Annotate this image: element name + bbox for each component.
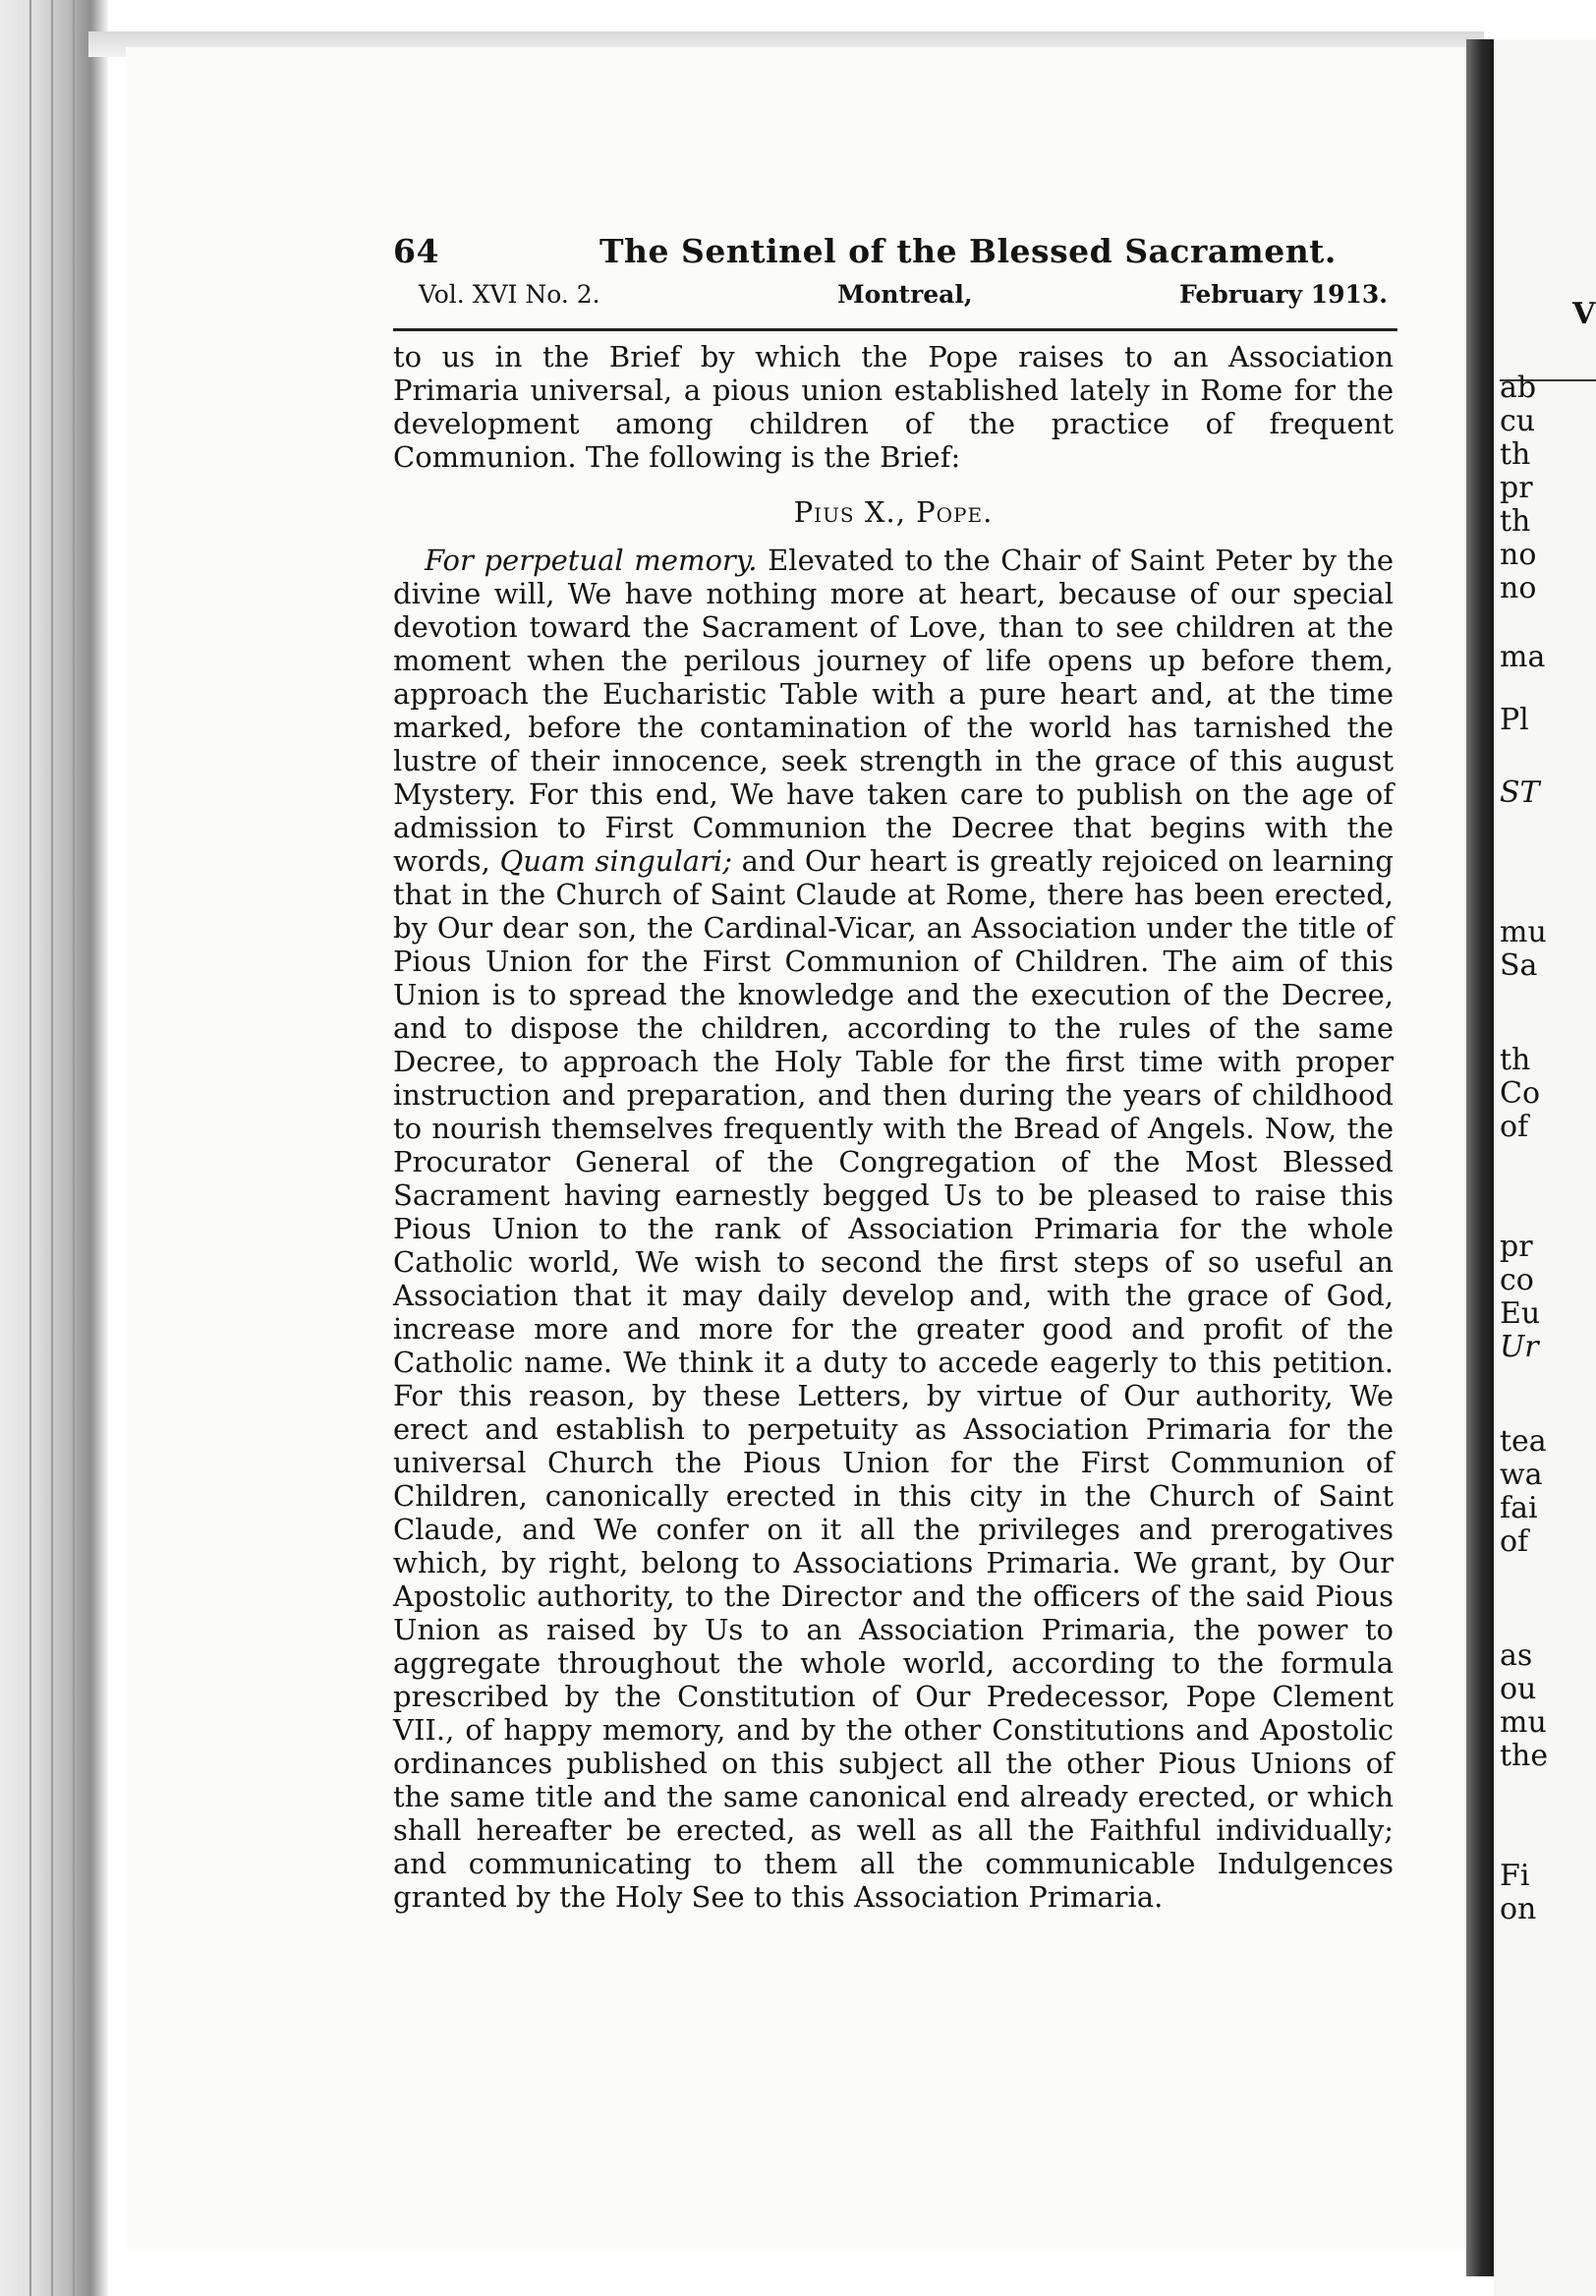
- decree-title: Quam singulari;: [499, 844, 732, 878]
- facing-page-line-fragment: Eu: [1500, 1296, 1541, 1331]
- facing-page-line-fragment: Ur: [1500, 1330, 1539, 1364]
- facing-page-line-fragment: Pl: [1500, 703, 1529, 737]
- article-body: [393, 340, 1394, 1914]
- facing-page-line-fragment: no: [1500, 538, 1537, 572]
- brief-paragraph: [393, 544, 1394, 1914]
- facing-page-line-fragment: ou: [1500, 1672, 1537, 1706]
- publication-place: Montreal,: [837, 280, 973, 309]
- facing-page-line-fragment: pr: [1500, 471, 1533, 505]
- book-gutter: [1466, 39, 1494, 2276]
- brief-text-part-2: and Our heart is greatly rejoiced on learning that in the Church of Saint Claude at Rome, there has been erected, by Our dear son, the Cardinal-Vicar, an Association under the title of Pious Union for the First Communion of Children. The aim of this Union is to spread the knowledge and the execution of the Decree, and to dispose the children, according to the rules of the same Decree, to approach the Holy Table for the first time with proper instruction and preparation, and then during the years of childhood to nourish themselves frequently with the Bread of Angels. Now, the Procurator General of the Congregation of the Most Blessed Sacrament having earnestly begged Us to be pleased to raise this Pious Union to the rank of Association Primaria for the whole Catholic world, We wish to second the first steps of so useful an Association that it may daily develop and, with the grace of God, increase more and more for the greater good and profit of the Catholic name. We think it a duty to accede eagerly to this petition. For this reason, by these Letters, by virtue of Our authority, We erect and establish to perpetuity as Association Primaria for the universal Church the Pious Union for the First Communion of Children, canonically erected in this city in the Church of Saint Claude, and We confer on it all the privileges and prerogatives which, by right, belong to Associations Primaria. We grant, by Our Apostolic authority, to the Director and the officers of the said Pious Union as raised by Us to an Association Primaria, the power to aggregate throughout the whole world, according to the formula prescribed by the Constitution of Our Predecessor, Pope Clement VII., of happy memory, and by the other Constitutions and Apostolic ordinances published on this subject all the other Pious Unions of the same title and the same canonical end already erected, or which shall hereafter be erected, as well as all the Faithful individually; and communicating to them all the communicable Indulgences granted by the Holy See to this Association Primaria.: [393, 844, 1394, 1914]
- facing-page-line-fragment: on: [1500, 1892, 1537, 1926]
- brief-opening-phrase: For perpetual memory.: [425, 544, 758, 577]
- page-edge-line: [73, 0, 75, 2296]
- facing-page-line-fragment: tea: [1500, 1424, 1547, 1459]
- facing-page-line-fragment: as: [1500, 1638, 1533, 1673]
- header-rule: [393, 328, 1397, 331]
- facing-page-line-fragment: no: [1500, 571, 1537, 605]
- facing-page-line-fragment: Fi: [1500, 1859, 1530, 1893]
- page-edge-line: [29, 0, 31, 2296]
- facing-page-line-fragment: pr: [1500, 1230, 1533, 1264]
- facing-page-line-fragment: Co: [1500, 1076, 1541, 1111]
- page-number: 64: [393, 232, 439, 270]
- running-title: The Sentinel of the Blessed Sacrament.: [599, 232, 1337, 270]
- facing-page-line-fragment: th: [1500, 504, 1531, 539]
- page-edge-line: [51, 0, 53, 2296]
- section-heading-text: Pius X., Pope.: [793, 495, 994, 529]
- volume-issue: Vol. XVI No. 2.: [419, 280, 600, 309]
- facing-page-line-fragment: wa: [1500, 1458, 1543, 1492]
- facing-page-line-fragment: the: [1500, 1739, 1549, 1773]
- facing-page-line-fragment: ab: [1500, 371, 1537, 405]
- facing-page-line-fragment: fai: [1500, 1491, 1538, 1525]
- facing-page-line-fragment: mu: [1500, 915, 1547, 949]
- facing-page-line-fragment: of: [1500, 1524, 1529, 1559]
- section-heading: [393, 495, 1394, 529]
- facing-page-line-fragment: th: [1500, 437, 1531, 472]
- facing-page-header-fragment: V: [1572, 297, 1596, 331]
- brief-text-part-1: Elevated to the Chair of Saint Peter by the divine will, We have nothing more at heart, because of our special devotion toward the Sacrament of Love, than to see children at the moment when the perilous journey of life opens up before them, approach the Eucharistic Table with a pure heart and, at the time marked, before the contamination of the world has tarnished the lustre of their innocence, seek strength in the grace of this august Mystery. For this end, We have taken care to publish on the age of admission to First Communion the Decree that begins with the words,: [393, 544, 1394, 878]
- facing-page: [1494, 39, 1596, 2296]
- facing-page-line-fragment: co: [1500, 1263, 1534, 1297]
- facing-page-line-fragment: th: [1500, 1043, 1531, 1077]
- facing-page-line-fragment: ST: [1500, 775, 1540, 810]
- facing-page-line-fragment: Sa: [1500, 948, 1538, 983]
- page-stack-edge: [0, 0, 108, 2296]
- intro-paragraph: to us in the Brief by which the Pope raises to an Association Primaria universal, a pious union established lately in Rome for the development among children of the practice of frequent Communion. The following is the Brief:: [393, 340, 1394, 474]
- running-header: [393, 232, 1397, 340]
- facing-page-line-fragment: mu: [1500, 1705, 1547, 1740]
- issue-date: February 1913.: [1179, 280, 1388, 309]
- facing-page-line-fragment: cu: [1500, 404, 1536, 438]
- facing-page-line-fragment: ma: [1500, 640, 1546, 674]
- facing-page-line-fragment: of: [1500, 1110, 1529, 1144]
